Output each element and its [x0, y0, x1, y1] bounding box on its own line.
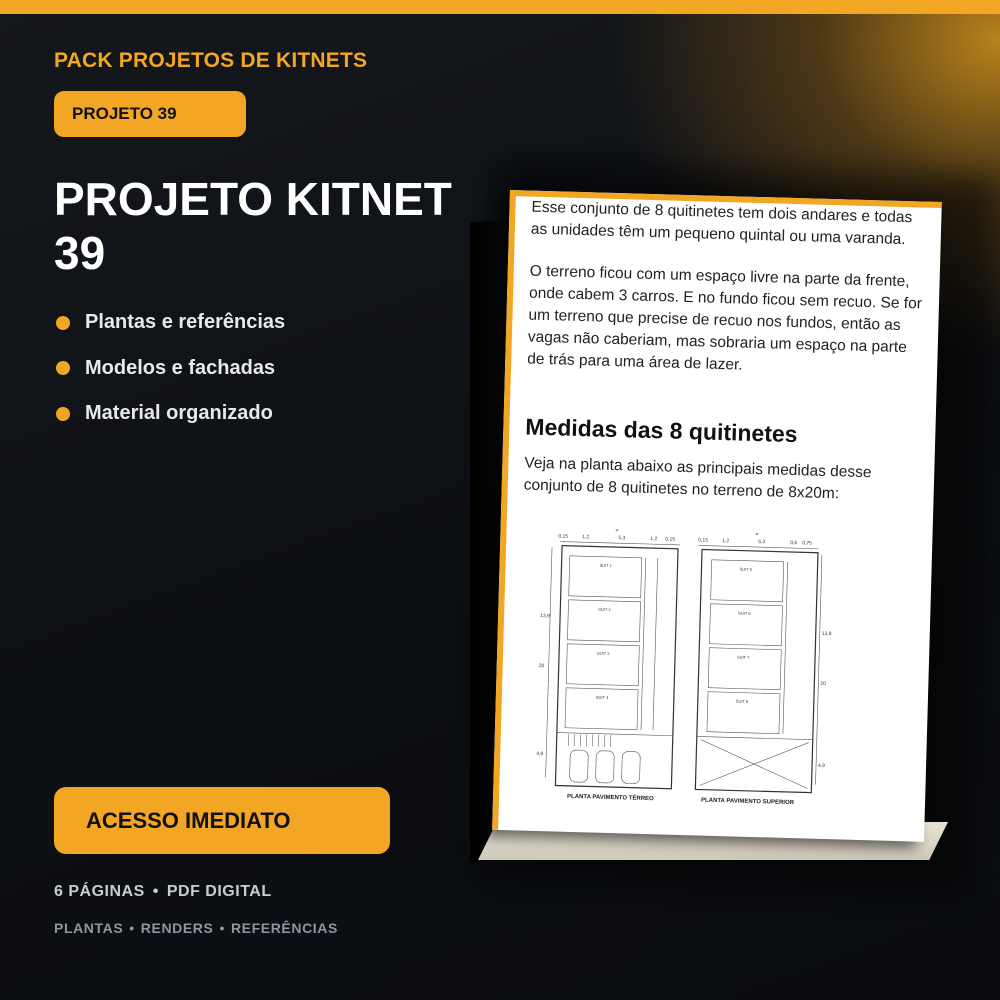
- top-accent-bar: [0, 0, 1000, 14]
- file-format: PDF DIGITAL: [166, 883, 272, 900]
- dim-label: 1,2: [582, 534, 590, 541]
- unit-label: SUIT 6: [738, 610, 751, 616]
- dim-label: 5,3: [758, 539, 766, 546]
- dim-label: 4,9: [536, 750, 544, 758]
- title-line-2: 39: [54, 227, 106, 279]
- dim-label: 13,9: [821, 630, 832, 638]
- page-title: [54, 172, 484, 280]
- bullet-dot-icon: [56, 361, 70, 375]
- feature-label: Modelos e fachadas: [85, 356, 276, 379]
- dim-label: 0,6: [790, 539, 798, 547]
- content-tags: [54, 920, 338, 936]
- doc-paragraph-2: O terreno ficou com um espaço livre na parte da frente, onde cabem 3 carros. E no fundo ficou sem recuo. Se for um terreno que precise de recuo nos fundos, então as vagas não caberiam, mas sobraria um espaço na parte de trás para uma área de lazer.: [527, 262, 923, 374]
- feature-label: Material organizado: [85, 402, 273, 425]
- doc-paragraph-3: Veja na planta abaixo as principais medidas desse conjunto de 8 quitinetes no terreno de 8x20m:: [523, 454, 872, 503]
- unit-label: SUIT 5: [739, 566, 752, 572]
- dim-label: 0,15: [698, 537, 709, 544]
- doc-heading: Medidas das 8 quitinetes: [525, 413, 798, 448]
- feature-item: [56, 300, 285, 346]
- unit-label: SUIT 7: [736, 654, 750, 660]
- tag: REFERÊNCIAS: [230, 920, 338, 936]
- tag: PLANTAS: [54, 920, 124, 936]
- floor-plan-drawing: [533, 527, 841, 825]
- page-count: 6 PÁGINAS: [54, 883, 145, 900]
- dim-label: 20: [820, 680, 826, 688]
- bullet-dot-icon: [56, 407, 70, 421]
- feature-item: [56, 391, 285, 437]
- unit-label: SUIT 4: [595, 694, 609, 700]
- document-preview: [492, 190, 942, 842]
- dim-label: 0,15: [558, 533, 569, 540]
- dim-label: 0,75: [802, 540, 813, 547]
- dim-label: 5,3: [618, 535, 626, 542]
- plan-caption-ground: PLANTA PAVIMENTO TÉRREO: [566, 793, 654, 803]
- dim-label: 8: [755, 530, 759, 538]
- product-meta: [54, 883, 272, 901]
- unit-label: SUIT 8: [735, 698, 749, 704]
- tag-separator: •: [129, 920, 135, 936]
- project-badge: PROJETO 39: [54, 91, 246, 137]
- plan-caption-upper: PLANTA PAVIMENTO SUPERIOR: [700, 797, 795, 807]
- unit-label: SUIT 1: [599, 562, 613, 568]
- dim-label: 8: [615, 527, 619, 534]
- dim-label: 4,9: [817, 762, 826, 770]
- dim-label: 0,15: [665, 536, 676, 543]
- doc-paragraph-1: Esse conjunto de 8 quitinetes tem dois andares e todas as unidades têm um pequeno quintal ou uma varanda.: [530, 198, 913, 249]
- title-line-1: PROJETO KITNET: [54, 173, 452, 225]
- feature-list: [56, 300, 285, 437]
- feature-label: Plantas e referências: [85, 311, 286, 334]
- unit-label: SUIT 3: [597, 650, 610, 656]
- dim-label: 20: [538, 662, 545, 670]
- unit-label: SUIT 2: [598, 606, 611, 612]
- brand-title: PACK PROJETOS DE KITNETS: [54, 49, 368, 72]
- access-now-button[interactable]: ACESSO IMEDIATO: [54, 787, 390, 854]
- feature-item: [56, 346, 285, 392]
- meta-separator: •: [152, 883, 159, 900]
- tag: RENDERS: [140, 920, 214, 936]
- bullet-dot-icon: [56, 316, 70, 330]
- dim-label: 1,2: [650, 536, 658, 543]
- dim-label: 13,9: [540, 613, 550, 620]
- dim-label: 1,2: [722, 538, 730, 545]
- tag-separator: •: [219, 920, 225, 936]
